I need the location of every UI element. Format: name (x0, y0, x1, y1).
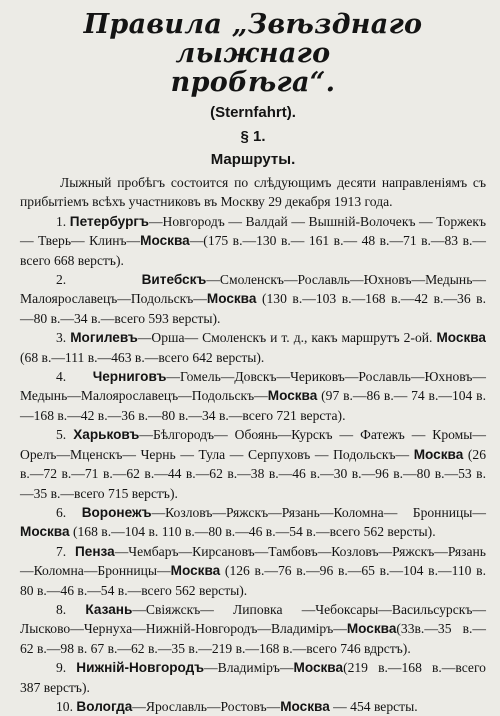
route-item (20, 697, 486, 716)
route-destination: Москва (206, 291, 257, 307)
route-distances: (97 в.—86 в.— 74 в.—104 в.—168 в.—42 в.—36 в.—80 в.—34 в.—всего 721 верста). (20, 388, 486, 423)
route-origin: Вологда (76, 698, 133, 714)
route-path: —Ярославль—Ростовъ— (132, 698, 281, 714)
route-distances: (26 в.—72 в.—71 в.—62 в.—44 в.—62 в.—38 в.—46 в.—30 в.—96 в.—80 в.—53 в.—35 в.—всего 715 верстъ). (20, 446, 486, 501)
route-origin: Нижній-Новгородъ (76, 660, 205, 676)
paragraph-number: § 1. (240, 128, 266, 145)
route-origin: Харьковъ (73, 427, 140, 443)
route-list (20, 212, 486, 716)
route-number: 10. (56, 698, 73, 714)
route-destination: Москва (20, 524, 70, 540)
route-path: —Новгородъ — Валдай — Вышній-Волочекъ — Торжекъ — Тверь— Клинъ— (20, 213, 486, 249)
route-number: 7. (56, 543, 67, 559)
route-path: —Смоленскъ—Рославль—Юхновъ—Медынь—Малоярославецъ—Подольскъ— (20, 272, 486, 307)
route-distances: (126 в.—76 в.—96 в.—65 в.—104 в.—110 в. 80 в.—46 в.—54 в.—всего 562 версты). (20, 563, 486, 598)
route-item (20, 658, 486, 697)
subtitle: (Sternfahrt). (210, 104, 296, 121)
route-item (20, 503, 486, 542)
route-path: —Орша— Смоленскъ и т. д., какъ маршрутъ 2-ой. (137, 330, 437, 346)
route-number: 1. (56, 213, 67, 229)
route-origin: Пенза (75, 543, 115, 559)
route-destination: Москва (346, 621, 397, 637)
route-origin: Черниговъ (92, 369, 167, 385)
route-origin: Казань (85, 601, 133, 617)
route-path: —Владиміръ— (204, 660, 294, 676)
route-path: —Гомель—Довскъ—Чериковъ—Рославль—Юхновъ—Медынь—Малоярославецъ—Подольскъ— (20, 369, 486, 404)
route-origin: Петербургъ (69, 213, 149, 229)
route-distances: (130 в.—103 в.—168 в.—42 в.—36 в.—80 в.—34 в.—всего 593 версты). (20, 291, 486, 326)
route-number: 8. (56, 601, 67, 617)
route-distances: (168 в.—104 в. 110 в.—80 в.—46 в.—54 в.—всего 562 версты). (69, 524, 436, 540)
route-number: 4. (56, 369, 67, 385)
route-number: 2. (56, 272, 67, 288)
intro-text: Лыжный пробѣгъ состоится по слѣдующимъ десяти направленіямъ съ прибытіемъ всѣхъ участниковъ въ Москву 29 декабря 1913 года. (20, 175, 486, 210)
route-path: —Бѣлгородъ— Обоянь—Курскъ — Фатежъ — Кромы—Орелъ—Мценскъ— Чернь — Тула — Серпуховъ — Подольскъ— (20, 427, 486, 462)
route-path: —Чембаръ—Кирсановъ—Тамбовъ—Козловъ—Ряжскъ—Рязань—Коломна—Бронницы— (20, 543, 486, 579)
route-distances: (33в.—35 в.—62 в.—98 в. 67 в.—62 в.—35 в.—219 в.—168 в.—всего 746 вдрстъ). (20, 621, 486, 656)
route-item (20, 542, 486, 600)
route-destination: Москва (293, 660, 344, 676)
route-destination: Москва (436, 330, 486, 346)
route-distances: —(175 в.—130 в.— 161 в.— 48 в.—71 в.—83 в.—всего 668 верстъ). (20, 233, 486, 268)
route-origin: Витебскъ (141, 272, 207, 288)
route-number: 5. (56, 427, 67, 443)
route-origin: Могилевъ (70, 330, 138, 346)
route-destination: Москва (170, 563, 221, 579)
section-heading: Маршруты. (210, 151, 296, 168)
route-item (20, 425, 486, 503)
route-destination: Москва (413, 446, 464, 462)
route-path: —Свіяжскъ— Липовка —Чебоксары—Васильсурскъ—Лысково—Чернуха—Нижній-Новгородъ—Владиміръ— (20, 601, 486, 637)
route-distances: (219 в.—168 в.—всего 387 верстъ). (20, 660, 486, 695)
route-distances: (68 в.—111 в.—463 в.—всего 642 версты). (20, 349, 265, 365)
route-destination: Москва (267, 388, 318, 404)
route-number: 9. (56, 660, 67, 676)
route-item (20, 212, 486, 270)
route-destination: Москва (280, 698, 330, 714)
route-destination: Москва (140, 233, 190, 249)
document-title (20, 10, 486, 97)
route-number: 6. (56, 504, 67, 520)
route-item (20, 270, 486, 328)
route-item (20, 600, 486, 658)
route-item (20, 328, 486, 367)
route-number: 3. (56, 330, 67, 346)
route-distances: — 454 версты. (329, 698, 418, 714)
title-line-1: Правила „Звѣзднаго лыжнаго (83, 9, 423, 69)
title-line-2: пробѣга“. (170, 67, 336, 98)
route-path: —Козловъ—Ряжскъ—Рязань—Коломна— Бронницы— (151, 504, 486, 520)
route-origin: Воронежъ (81, 504, 152, 520)
route-item (20, 367, 486, 425)
